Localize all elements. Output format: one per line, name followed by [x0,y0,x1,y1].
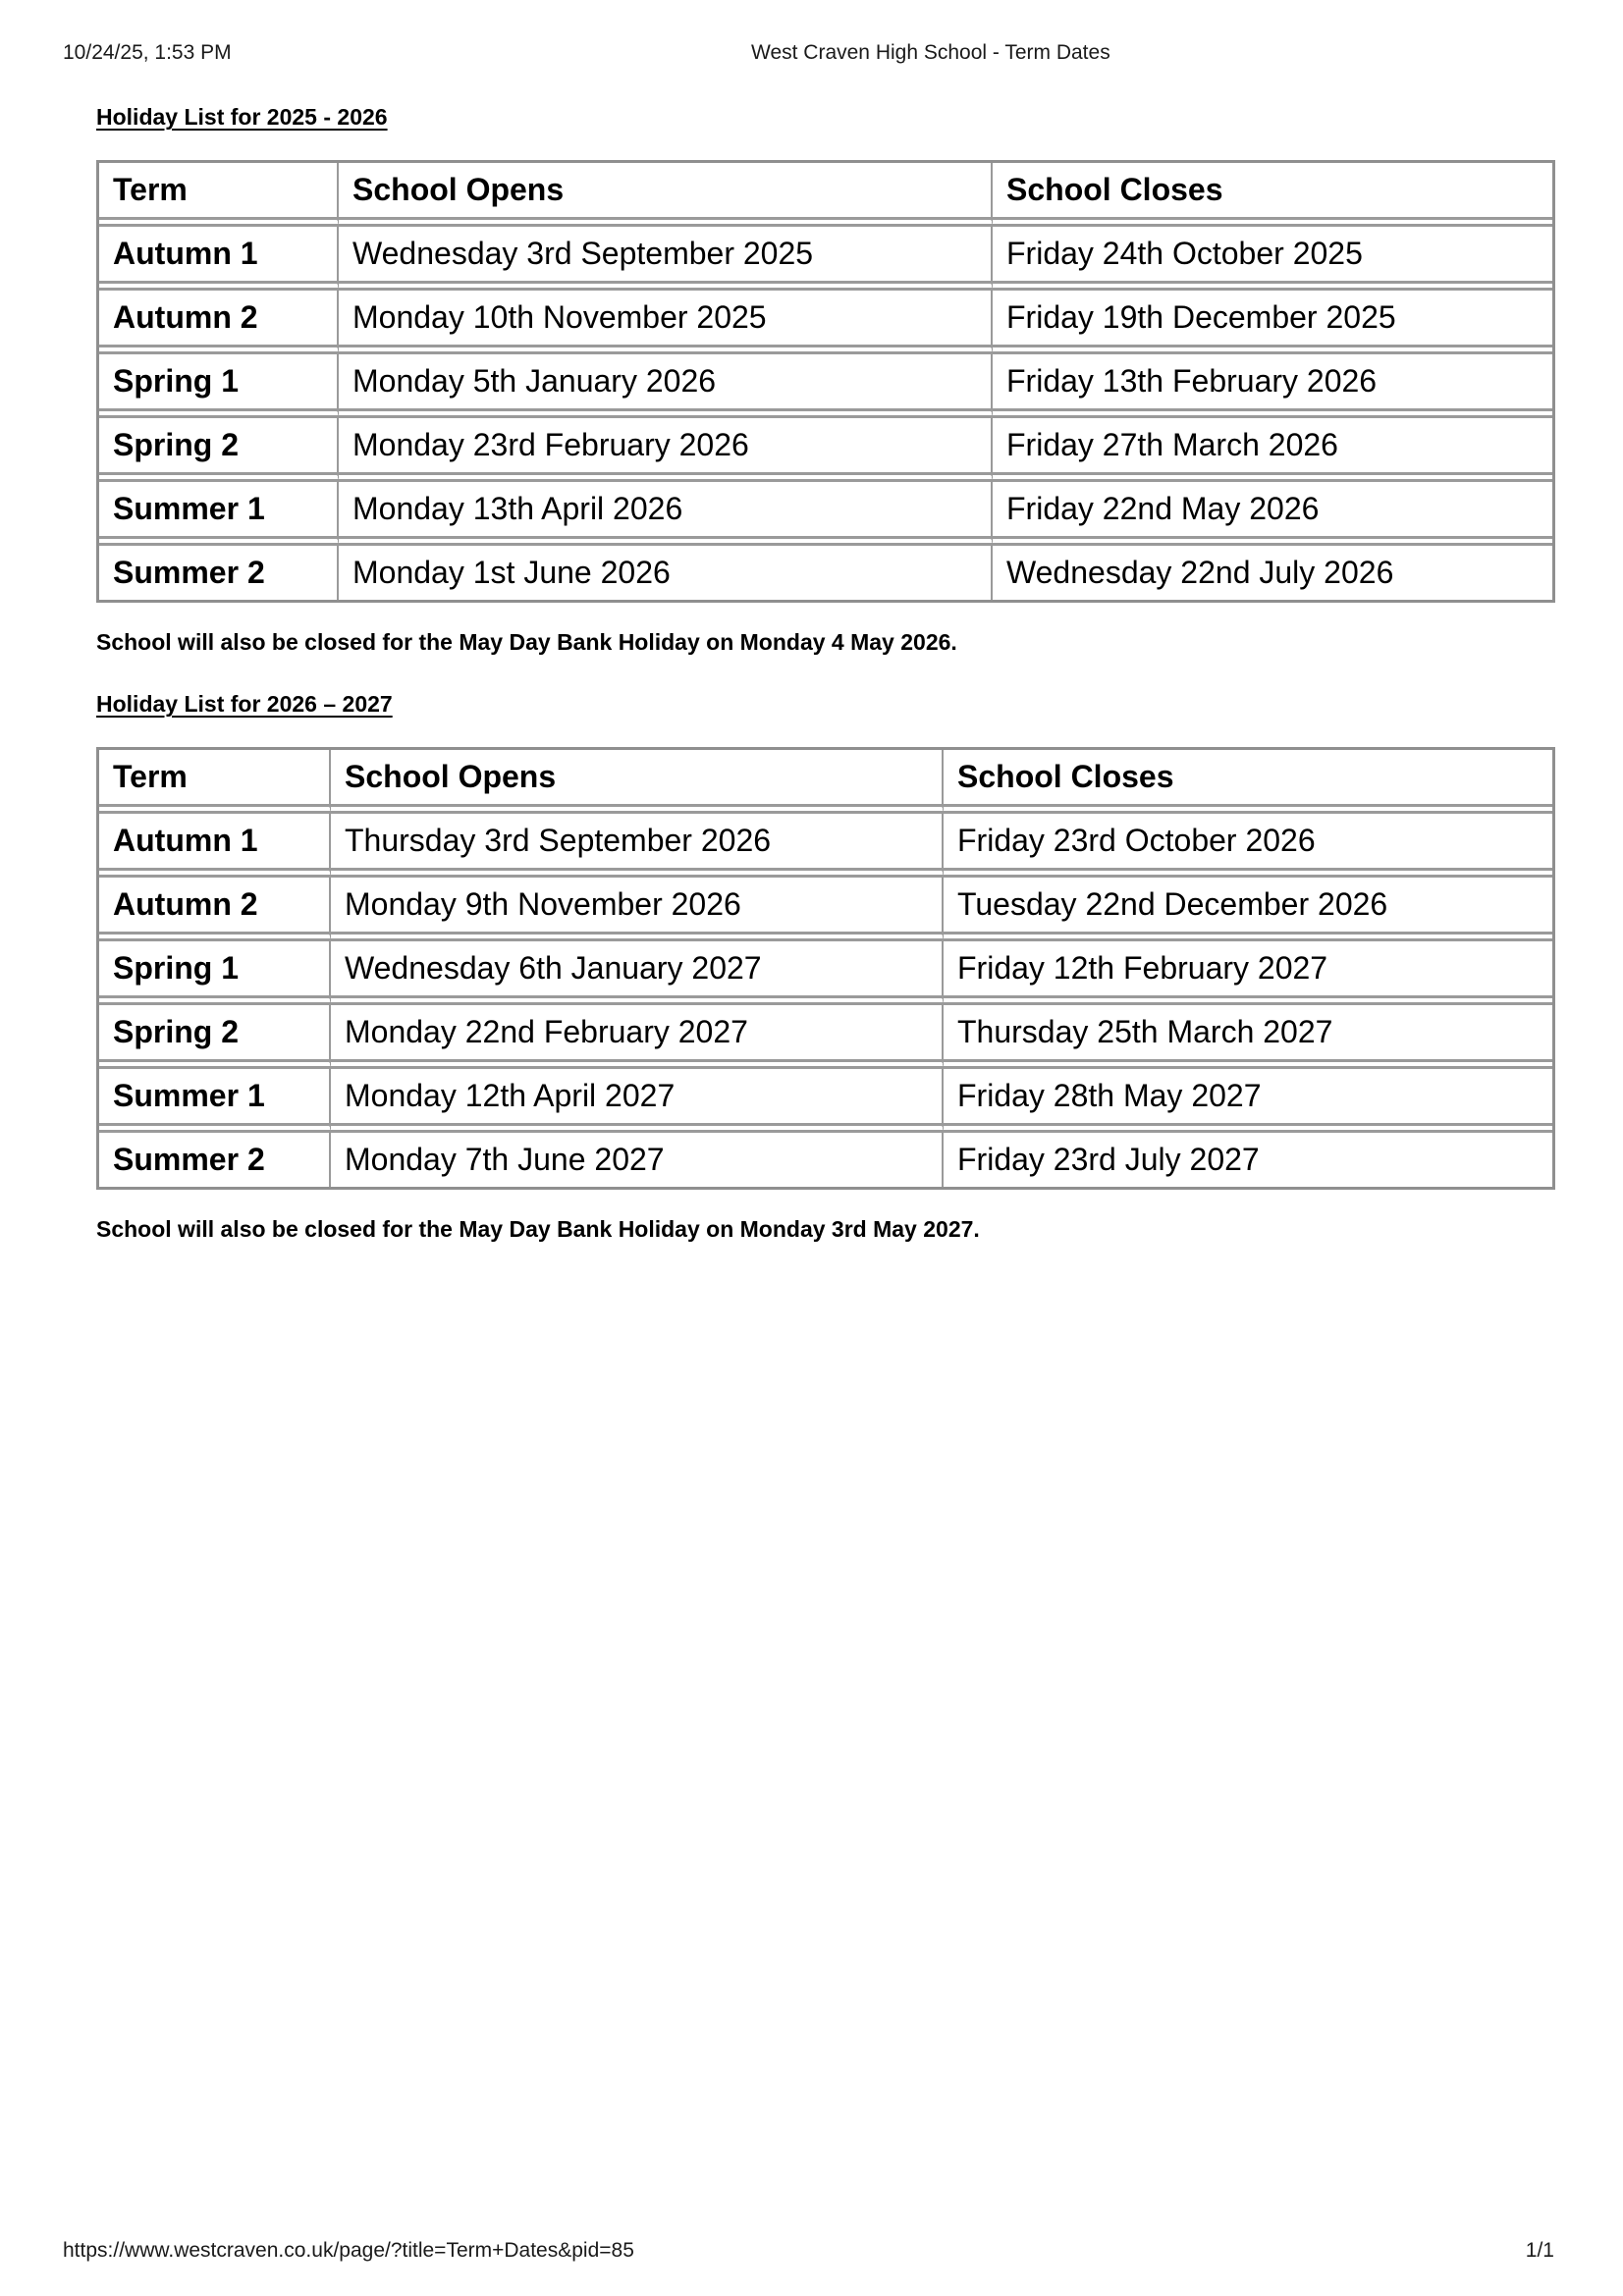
term-cell: Summer 1 [99,482,339,546]
table-row [99,878,1552,941]
opens-cell: Monday 9th November 2026 [331,878,944,941]
closes-cell: Friday 13th February 2026 [993,354,1552,418]
closes-cell: Wednesday 22nd July 2026 [1006,555,1394,590]
closes-cell: Thursday 25th March 2027 [944,1005,1552,1069]
opens-cell: Monday 23rd February 2026 [339,418,993,482]
closes-cell: Friday 28th May 2027 [944,1069,1552,1133]
term-dates-table-2025-2026 [96,160,1555,603]
section-heading-2026-2027: Holiday List for 2026 – 2027 [96,691,393,717]
opens-cell: Thursday 3rd September 2026 [331,814,944,878]
table-row [99,1133,1552,1187]
term-cell: Autumn 2 [99,291,339,354]
closes-cell: Friday 23rd October 2026 [944,814,1552,878]
table-row [99,546,1552,600]
col-header-closes: School Closes [993,163,1552,227]
term-cell: Autumn 1 [99,814,331,878]
closes-cell: Friday 23rd July 2027 [957,1142,1260,1177]
term-cell: Autumn 1 [99,227,339,291]
closes-cell: Friday 22nd May 2026 [993,482,1552,546]
opens-cell: Monday 1st June 2026 [339,546,993,600]
opens-cell: Monday 7th June 2027 [331,1133,944,1187]
table-row [99,418,1552,482]
opens-cell: Monday 10th November 2025 [339,291,993,354]
print-header-title: West Craven High School - Term Dates [751,41,1110,64]
table-row [99,1069,1552,1133]
table-header-row [99,750,1552,814]
table-row [99,1005,1552,1069]
term-cell: Spring 1 [99,941,331,1005]
print-footer-page-indicator: 1/1 [1525,2239,1554,2262]
term-cell: Spring 1 [99,354,339,418]
closes-cell: Tuesday 22nd December 2026 [944,878,1552,941]
term-cell: Spring 2 [99,418,339,482]
print-footer-url: https://www.westcraven.co.uk/page/?title=Term+Dates&pid=85 [63,2239,634,2262]
opens-cell: Monday 13th April 2026 [339,482,993,546]
closes-cell: Friday 12th February 2027 [944,941,1552,1005]
print-header-timestamp: 10/24/25, 1:53 PM [63,41,232,64]
col-header-closes: School Closes [944,750,1552,814]
col-header-term: Term [99,750,331,814]
col-header-opens: School Opens [339,163,993,227]
table-row [99,354,1552,418]
table-row [99,814,1552,878]
table-row [99,941,1552,1005]
col-header-opens: School Opens [331,750,944,814]
table-row [99,482,1552,546]
opens-cell: Monday 22nd February 2027 [331,1005,944,1069]
opens-cell: Wednesday 6th January 2027 [331,941,944,1005]
col-header-term: Term [99,163,339,227]
document-content [96,104,1549,1243]
term-cell: Summer 2 [99,1133,331,1187]
table-row [99,227,1552,291]
table-header-row [99,163,1552,227]
term-cell: Autumn 2 [99,878,331,941]
closes-cell: Friday 27th March 2026 [993,418,1552,482]
bank-holiday-note-2027: School will also be closed for the May Day Bank Holiday on Monday 3rd May 2027. [96,1216,980,1242]
opens-cell: Monday 12th April 2027 [331,1069,944,1133]
term-cell: Summer 1 [99,1069,331,1133]
section-heading-2025-2026: Holiday List for 2025 - 2026 [96,104,388,130]
closes-cell: Friday 19th December 2025 [993,291,1552,354]
opens-cell: Wednesday 3rd September 2025 [339,227,993,291]
bank-holiday-note-2026: School will also be closed for the May Day Bank Holiday on Monday 4 May 2026. [96,629,957,655]
table-row [99,291,1552,354]
term-dates-table-2026-2027 [96,747,1555,1190]
closes-cell: Friday 24th October 2025 [993,227,1552,291]
term-cell: Spring 2 [99,1005,331,1069]
opens-cell: Monday 5th January 2026 [339,354,993,418]
term-cell: Summer 2 [99,546,339,600]
